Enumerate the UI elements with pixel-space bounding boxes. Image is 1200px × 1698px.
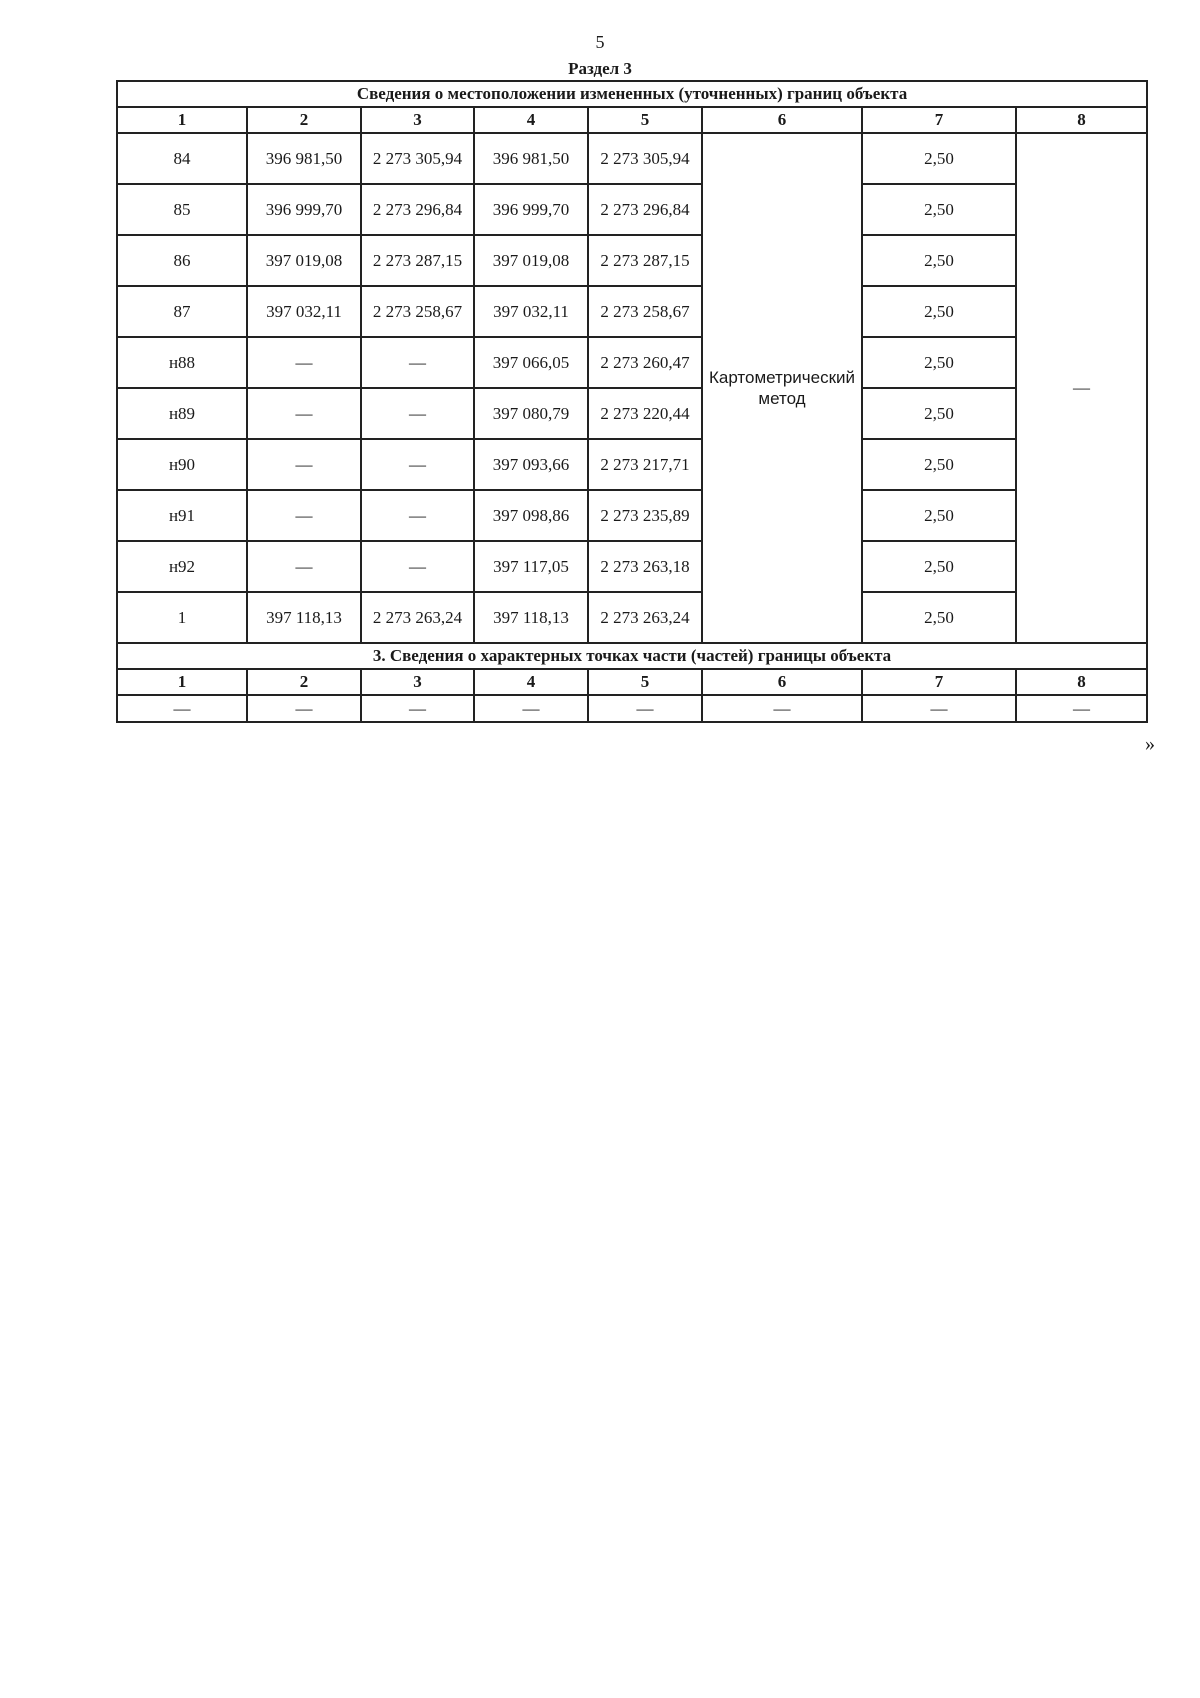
column-header: 7 — [862, 107, 1016, 133]
subtable-row — [117, 695, 1147, 722]
column-header: 6 — [702, 107, 862, 133]
column-header: 6 — [702, 669, 862, 695]
cell: 2 273 263,24 — [588, 592, 702, 643]
cell: — — [361, 388, 474, 439]
table-row — [117, 541, 1147, 592]
cell: — — [862, 695, 1016, 722]
page-number: 5 — [595, 32, 605, 52]
cell: 2 273 258,67 — [588, 286, 702, 337]
cell: 2,50 — [862, 388, 1016, 439]
point-id-cell: н89 — [117, 388, 247, 439]
column-header: 2 — [247, 669, 361, 695]
cell: 396 981,50 — [247, 133, 361, 184]
column-header: 5 — [588, 669, 702, 695]
column-header: 2 — [247, 107, 361, 133]
cell: 397 080,79 — [474, 388, 588, 439]
cell: 397 117,05 — [474, 541, 588, 592]
cell: — — [247, 541, 361, 592]
point-id-cell: н90 — [117, 439, 247, 490]
point-id-cell: н91 — [117, 490, 247, 541]
column-header: 7 — [862, 669, 1016, 695]
cell: 2 273 305,94 — [588, 133, 702, 184]
column-header: 1 — [117, 107, 247, 133]
cell: 397 066,05 — [474, 337, 588, 388]
cell: — — [247, 439, 361, 490]
column-header: 4 — [474, 669, 588, 695]
cell: 397 019,08 — [474, 235, 588, 286]
cell: — — [1016, 695, 1147, 722]
column-header: 1 — [117, 669, 247, 695]
table-row — [117, 592, 1147, 643]
column-header: 8 — [1016, 669, 1147, 695]
table-row — [117, 286, 1147, 337]
table-row — [117, 235, 1147, 286]
cell: 2 273 258,67 — [361, 286, 474, 337]
cell: 2 273 217,71 — [588, 439, 702, 490]
cell: 2,50 — [862, 133, 1016, 184]
cell: 2 273 296,84 — [361, 184, 474, 235]
cell: — — [247, 490, 361, 541]
boundary-table — [116, 80, 1148, 723]
point-id-cell: н88 — [117, 337, 247, 388]
point-id-cell: 86 — [117, 235, 247, 286]
cell: 2 273 263,24 — [361, 592, 474, 643]
method-cell: Картометрический метод — [702, 133, 862, 643]
cell: 397 118,13 — [247, 592, 361, 643]
cell: 397 118,13 — [474, 592, 588, 643]
point-id-cell: н92 — [117, 541, 247, 592]
table-title: Сведения о местоположении измененных (уточненных) границ объекта — [117, 81, 1147, 107]
point-id-cell: 87 — [117, 286, 247, 337]
table-row — [117, 388, 1147, 439]
cell: 2 273 287,15 — [588, 235, 702, 286]
cell: 397 098,86 — [474, 490, 588, 541]
column-header: 4 — [474, 107, 588, 133]
cell: 2,50 — [862, 286, 1016, 337]
cell: 2 273 263,18 — [588, 541, 702, 592]
cell: — — [247, 388, 361, 439]
cell: 2 273 287,15 — [361, 235, 474, 286]
column-header: 3 — [361, 107, 474, 133]
cell: 2 273 260,47 — [588, 337, 702, 388]
table-row — [117, 439, 1147, 490]
point-id-cell: 84 — [117, 133, 247, 184]
cell: 397 019,08 — [247, 235, 361, 286]
cell: 2,50 — [862, 490, 1016, 541]
cell: — — [588, 695, 702, 722]
cell: 397 032,11 — [474, 286, 588, 337]
cell: 2,50 — [862, 592, 1016, 643]
closing-quote: » — [1145, 733, 1155, 755]
cell: 2,50 — [862, 235, 1016, 286]
cell: 2 273 235,89 — [588, 490, 702, 541]
cell: 2 273 296,84 — [588, 184, 702, 235]
cell: — — [361, 337, 474, 388]
cell: 2 273 305,94 — [361, 133, 474, 184]
point-id-cell: 1 — [117, 592, 247, 643]
subtable-header-row — [117, 669, 1147, 695]
cell: 2,50 — [862, 184, 1016, 235]
table-row — [117, 133, 1147, 184]
column-8-cell: — — [1016, 133, 1147, 643]
cell: — — [117, 695, 247, 722]
cell: 396 999,70 — [247, 184, 361, 235]
cell: — — [474, 695, 588, 722]
cell: 396 999,70 — [474, 184, 588, 235]
cell: 2,50 — [862, 439, 1016, 490]
subtable-title: 3. Сведения о характерных точках части (частей) границы объекта — [117, 643, 1147, 669]
cell: 397 032,11 — [247, 286, 361, 337]
cell: — — [361, 541, 474, 592]
section-title: Раздел 3 — [568, 59, 632, 78]
table-row — [117, 490, 1147, 541]
column-header: 5 — [588, 107, 702, 133]
cell: — — [361, 439, 474, 490]
cell: — — [361, 490, 474, 541]
cell: — — [361, 695, 474, 722]
cell: 396 981,50 — [474, 133, 588, 184]
cell: — — [247, 337, 361, 388]
cell: 2,50 — [862, 337, 1016, 388]
cell: 2,50 — [862, 541, 1016, 592]
cell: — — [702, 695, 862, 722]
cell: 397 093,66 — [474, 439, 588, 490]
point-id-cell: 85 — [117, 184, 247, 235]
cell: — — [247, 695, 361, 722]
column-header: 3 — [361, 669, 474, 695]
cell: 2 273 220,44 — [588, 388, 702, 439]
column-header: 8 — [1016, 107, 1147, 133]
table-row — [117, 184, 1147, 235]
table-row — [117, 337, 1147, 388]
table-header-row — [117, 107, 1147, 133]
